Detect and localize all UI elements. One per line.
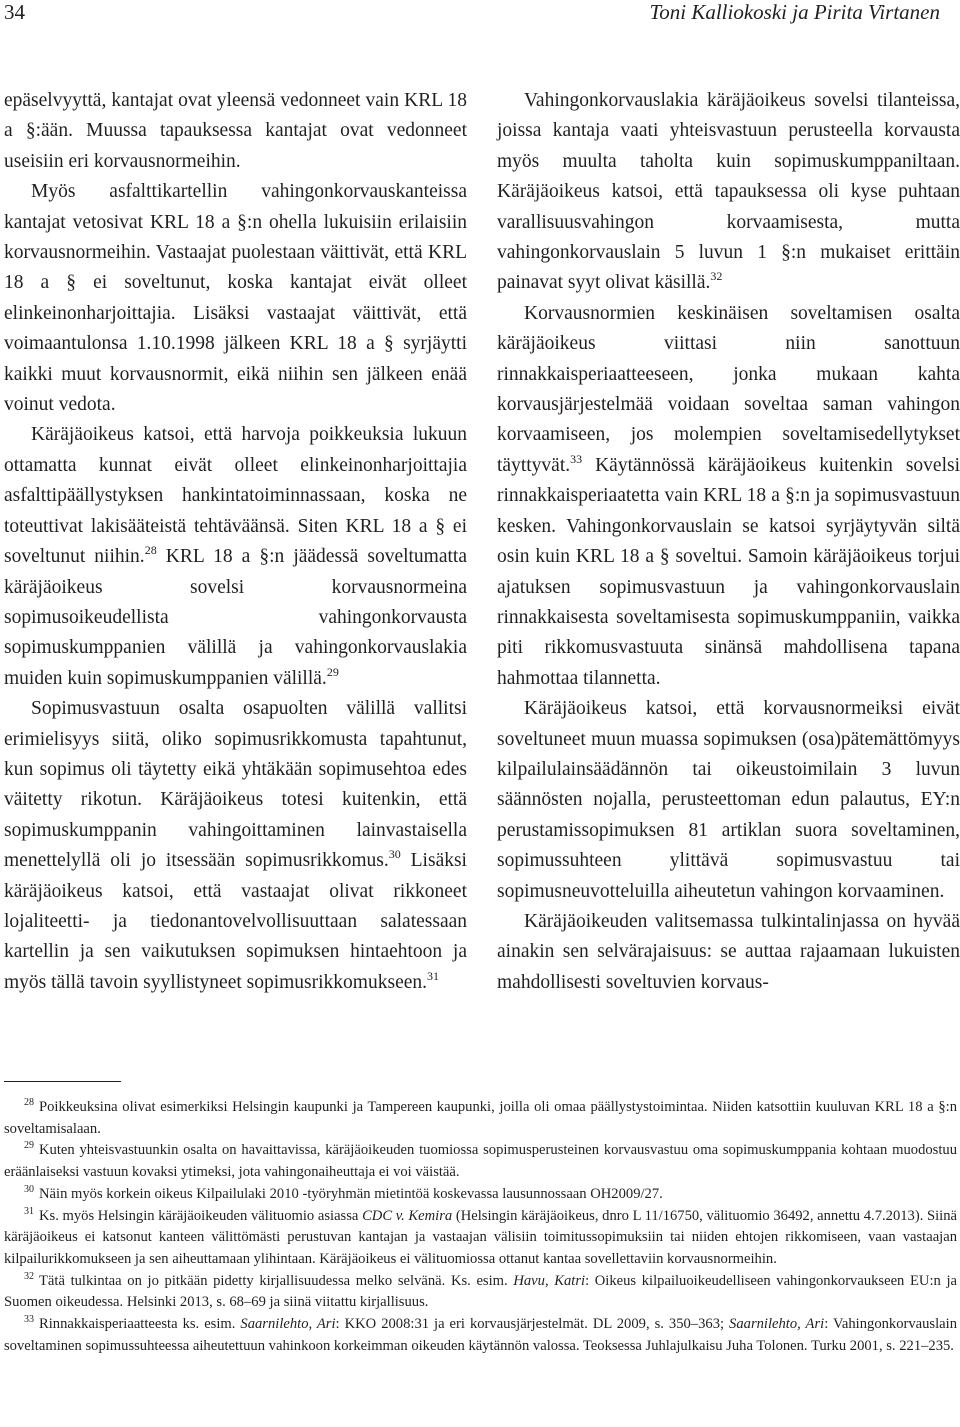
left-column xyxy=(4,86,467,998)
right-column xyxy=(497,86,960,998)
paragraph: Myös asfalttikartellin vahingonkorvauskanteissa kantajat vetosivat KRL 18 a §:n ohella lukuisiin erilaisiin korvausnormeihin. Vastaajat puolestaan väittivät, että KRL 18 a § ei soveltunut, koska kantajat eivät olleet elinkeinonharjoittajia. Lisäksi vastaajat väittivät, että voimaantulonsa 1.10.1998 jälkeen KRL 18 a § syrjäytti kaikki muut korvausnormit, eikä niihin sen jälkeen enää voinut vedota. xyxy=(4,181,467,416)
footnotes xyxy=(4,1097,957,1357)
paragraph: Käräjäoikeus katsoi, että korvausnormeiksi eivät soveltuneet muun muassa sopimuksen (osa)pätemättömyys kilpailulainsäädännön tai oikeustoimilain 3 luvun säännösten nojalla, perusteettoman edun palautus, EY:n perustamissopimuksen 81 artiklan suora soveltaminen, sopimussuhteen ylittävä sopimusvastuu tai sopimusneuvotteluilla aiheutetun vahingon korvaaminen. xyxy=(497,698,960,902)
running-head: Toni Kalliokoski ja Pirita Virtanen xyxy=(649,0,940,24)
footnote-ref-31[interactable]: 31 xyxy=(427,968,440,983)
paragraph: Sopimusvastuun osalta osapuolten välillä vallitsi erimielisyys siitä, oliko sopimusrikkomusta tapahtunut, kun sopimus oli täytetty eikä yhtäkään sopimusehtoa edes väitetty rikotun. Käräjäoikeus totesi kuitenkin, että sopimuskumppanin vahingoittaminen lainvastaisella menettelyllä oli jo itsessään sopimusrikkomus.$^{30}$ Lisäksi käräjäoikeus katsoi, että vastaajat olivat rikkoneet lojaliteetti- ja tiedonantovelvollisuuttaan salatessaan kartellin ja sen vaikutuksen sopimuksen hintaehtoon ja myös tällä tavoin syyllistyneet sopimusrikkomukseen.$^{31}$ xyxy=(4,698,467,993)
footnote-divider xyxy=(4,1081,121,1082)
footnote-28: $^{28}$ Poikkeuksina olivat esimerkiksi Helsingin kaupunki ja Tampereen kaupunki, joilla oli omaa päällystystoimintaa. Niiden katsottiin kuuluvan KRL 18 a §:n soveltamisalaan. xyxy=(4,1097,957,1137)
footnote-33: $^{33}$ Rinnakkaisperiaatteesta ks. esim. Saarnilehto, Ari: KKO 2008:31 ja eri korvausjärjestelmät. DL 2009, s. 350–363; Saarnilehto, Ari: Vahingonkorvauslain soveltaminen sopimussuhteessa aiheutettuun vahinkoon korkeimman oikeuden käytännön valossa. Teoksessa Juhlajulkaisu Juha Tolonen. Turku 2001, s. 221–235. xyxy=(4,1314,957,1354)
page-number: 34 xyxy=(4,0,25,24)
paragraph: Käräjäoikeuden valitsemassa tulkintalinjassa on hyvää ainakin sen selvärajaisuus: se auttaa rajaamaan lukuisten mahdollisesti soveltuvien korvaus- xyxy=(497,910,960,993)
paragraph: epäselvyyttä, kantajat ovat yleensä vedonneet vain KRL 18 a §:ään. Muussa tapauksessa kantajat ovat vedonneet useisiin eri korvausnormeihin. xyxy=(4,90,467,172)
page-header xyxy=(0,0,960,50)
footnote-ref-28[interactable]: 28 xyxy=(144,543,157,558)
paragraph: Käräjäoikeus katsoi, että harvoja poikkeuksia lukuun ottamatta kunnat eivät olleet elinkeinonharjoittajia asfalttipäällystyksen hankintatoiminnassaan, koska ne toteuttivat lakisääteistä tehtäväänsä. Siten KRL 18 a § ei soveltunut niihin.$^{28}$ KRL 18 a §:n jäädessä soveltumatta käräjäoikeus sovelsi korvausnormeina sopimusoikeudellista vahingonkorvausta sopimuskumppanien välillä ja vahingonkorvauslakia muiden kuin sopimuskumppanien välillä.$^{29}$ xyxy=(4,424,467,689)
footnote-29: $^{29}$ Kuten yhteisvastuunkin osalta on havaittavissa, käräjäoikeuden tuomiossa sopimusperusteinen korvausvastuu oma sopimuskumppania kohtaan muodostuu eräänlaiseksi vastuun kovaksi ytimeksi, jota vahingonaiheuttaja ei voi väistää. xyxy=(4,1140,957,1181)
footnote-32: $^{32}$ Tätä tulkintaa on jo pitkään pidetty kirjallisuudessa melko selvänä. Ks. esim. Havu, Katri: Oikeus kilpailuoikeudelliseen vahingonkorvaukseen EU:n ja Suomen oikeudessa. Helsinki 2013, s. 68–69 ja siinä viitattu kirjallisuus. xyxy=(4,1270,957,1311)
paragraph: Korvausnormien keskinäisen soveltamisen osalta käräjäoikeus viittasi niin sanottuun rinnakkaisperiaatteeseen, jonka mukaan kahta korvausjärjestelmää voidaan soveltaa saman vahingon korvaamiseen, jos molempien soveltamisedellytykset täyttyvät.$^{33}$ Käytännössä käräjäoikeus kuitenkin sovelsi rinnakkaisperiaatetta vain KRL 18 a §:n ja sopimusvastuun kesken. Vahingonkorvauslain se katsoi syrjäytyvän siltä osin kuin KRL 18 a § soveltui. Samoin käräjäoikeus torjui ajatuksen sopimusvastuun ja vahingonkorvauslain rinnakkaisesta soveltamisesta sopimuskumppaniin, vaikka piti rikkomusvastuuta sinänsä mahdollisena tapana hahmottaa tilannetta. xyxy=(497,302,960,689)
footnote-ref-32[interactable]: 32 xyxy=(710,269,723,284)
footnote-30: $^{30}$ Näin myös korkein oikeus Kilpailulaki 2010 -työryhmän mietintöä koskevassa lausunnossaan OH2009/27. xyxy=(24,1183,663,1202)
paragraph: Vahingonkorvauslakia käräjäoikeus sovelsi tilanteissa, joissa kantaja vaati yhteisvastuun perusteella korvausta myös muulta taholta kuin sopimuskumppaniltaan. Käräjäoikeus katsoi, että tapauksessa oli kyse puhtaan varallisuusvahingon korvaamisesta, mutta vahingonkorvauslain 5 luvun 1 §:n mukaiset erittäin painavat syyt olivat käsillä.$^{32}$ xyxy=(497,90,960,294)
footnote-ref-30[interactable]: 30 xyxy=(388,847,401,862)
footnote-31: $^{31}$ Ks. myös Helsingin käräjäoikeuden välituomio asiassa CDC v. Kemira (Helsingin käräjäoikeus, dnro L 11/16750, välituomio 36492, annettu 4.7.2013). Siinä käräjäoikeus ei katsonut kanteen välittömästi perustuvan kantajan ja vastaajan välisiin toimitussopimuksiin tai niiden ehtojen rikkomiseen, vaan vastaajan kilpailurikkomukseen ja sen aiheuttamaan ylihintaan. Käräjäoikeus ei välituomiossa ottanut kantaa sovellettaviin korvausnormeihin. xyxy=(4,1205,957,1267)
footnote-ref-33[interactable]: 33 xyxy=(570,451,583,466)
footnote-ref-29[interactable]: 29 xyxy=(326,664,339,679)
